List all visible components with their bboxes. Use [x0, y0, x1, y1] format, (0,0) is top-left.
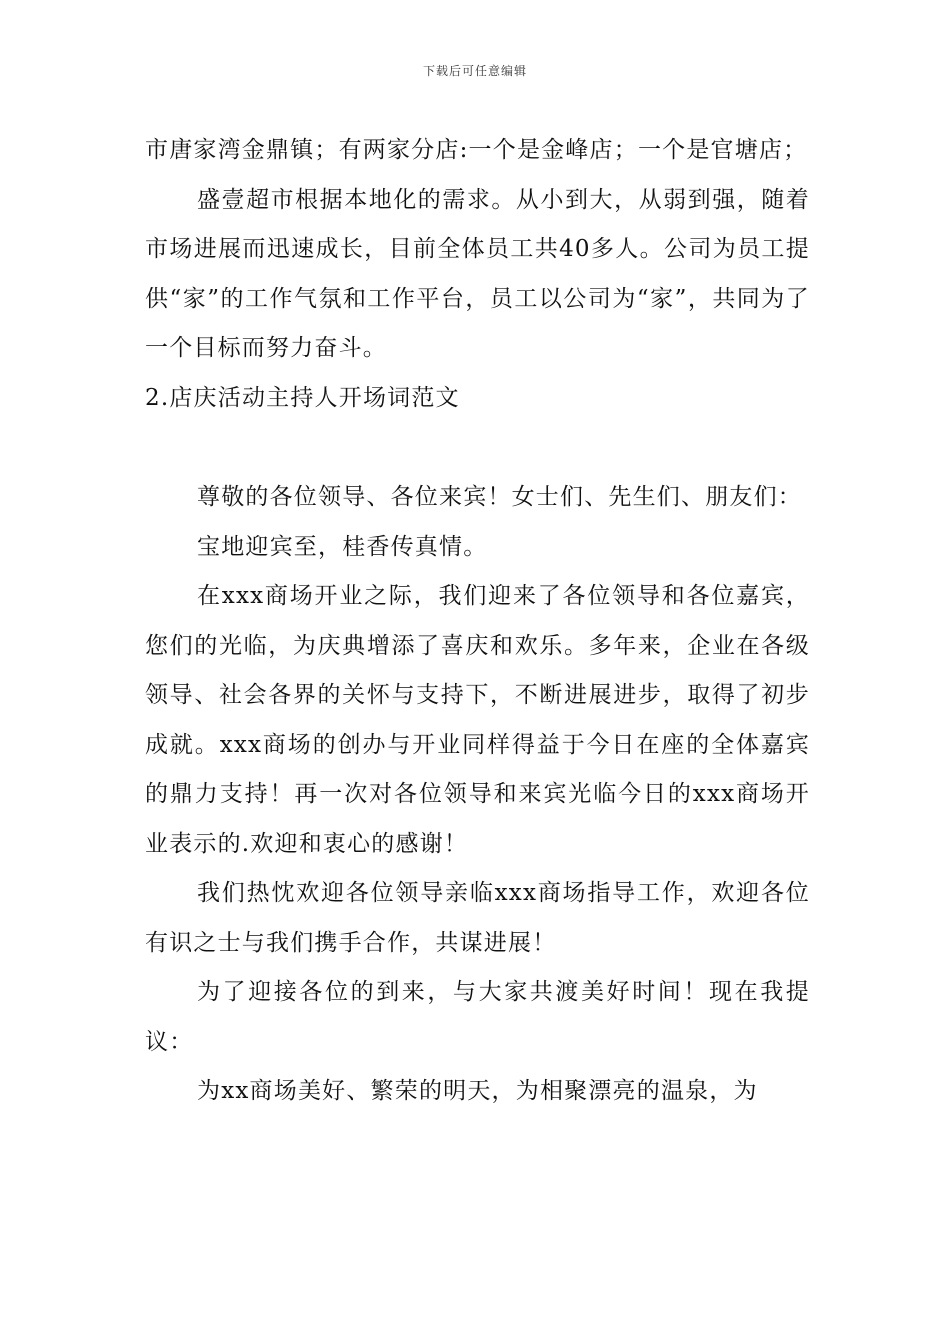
paragraph-cooperation: 我们热忱欢迎各位领导亲临xxx商场指导工作，欢迎各位有识之士与我们携手合作，共谋进展！	[145, 880, 810, 956]
section-heading: 2.店庆活动主持人开场词范文	[145, 384, 460, 411]
page-header: 下载后可任意编辑	[422, 64, 527, 78]
paragraph-store-branches: 市唐家湾金鼎镇；有两家分店:一个是金峰店；一个是官塘店；	[145, 137, 808, 163]
paragraph-welcome-verse: 宝地迎宾至，桂香传真情。	[197, 533, 488, 560]
paragraph-proposal: 为了迎接各位的到来，与大家共渡美好时间！现在我提议：	[145, 979, 810, 1055]
blank-line	[145, 423, 810, 473]
paragraph-toast: 为xx商场美好、繁荣的明天，为相聚漂亮的温泉，为	[197, 1078, 758, 1104]
document-body	[145, 126, 810, 1117]
paragraph-company-growth: 盛壹超市根据本地化的需求。从小到大，从弱到强，随着市场进展而迅速成长，目前全体员工共40多人。公司为员工提供“家”的工作气氛和工作平台，员工以公司为“家”，共同为了一个目标而努力奋斗。	[145, 186, 810, 361]
paragraph-opening-thanks: 在xxx商场开业之际，我们迎来了各位领导和各位嘉宾，您们的光临，为庆典增添了喜庆和欢乐。多年来，企业在各级领导、社会各界的关怀与支持下，不断进展进步，取得了初步成就。xxx商场的创办与开业同样得益于今日在座的全体嘉宾的鼎力支持！再一次对各位领导和来宾光临今日的xxx商场开业表示的.欢迎和衷心的感谢！	[145, 583, 810, 857]
paragraph-greeting: 尊敬的各位领导、各位来宾！女士们、先生们、朋友们：	[197, 484, 802, 510]
